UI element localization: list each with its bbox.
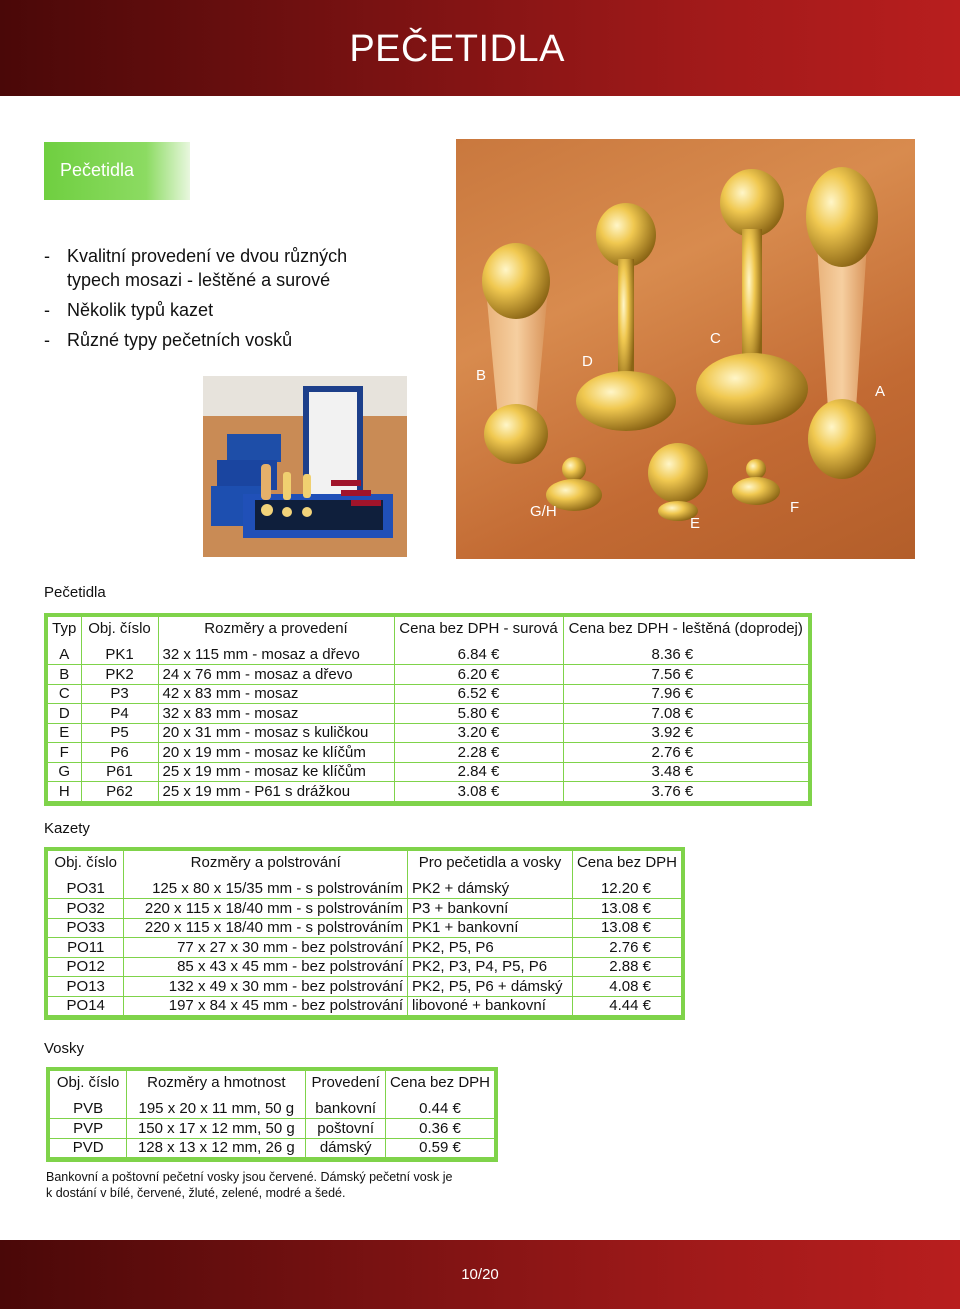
- table-row: PO11 77 x 27 x 30 mm - bez polstrování PK2, P5, P6 2.76 €: [48, 938, 681, 958]
- photo-label-c: C: [710, 330, 721, 347]
- col-header: Rozměry a polstrování: [124, 851, 408, 879]
- note-line: k dostání v bílé, červené, žluté, zelené, modré a šedé.: [46, 1186, 346, 1200]
- col-header: Cena bez DPH - leštěná (doprodej): [563, 617, 808, 645]
- note-line: Bankovní a poštovní pečetní vosky jsou červené. Dámský pečetní vosk je: [46, 1170, 453, 1184]
- photo-label-gh: G/H: [530, 503, 557, 520]
- col-header: Cena bez DPH - surová: [394, 617, 563, 645]
- feature-item: - Kvalitní provedení ve dvou různých typech mosazi - leštěné a surové: [44, 246, 348, 290]
- table-row: A PK1 32 x 115 mm - mosaz a dřevo 6.84 € 8.36 €: [48, 645, 808, 665]
- table-row: D P4 32 x 83 mm - mosaz 5.80 € 7.08 €: [48, 704, 808, 724]
- photo-label-b: B: [476, 367, 487, 384]
- section-tag: Pečetidla: [44, 142, 190, 200]
- page-header: [0, 0, 960, 96]
- table-row: PO31 125 x 80 x 15/35 mm - s polstrováním PK2 + dámský 12.20 €: [48, 879, 681, 899]
- section-label-kazety: Kazety: [44, 820, 90, 837]
- col-header: Provedení: [306, 1071, 386, 1099]
- table-header-row: [50, 1071, 494, 1099]
- col-header: Cena bez DPH: [385, 1071, 494, 1099]
- col-header: Pro pečetidla a vosky: [408, 851, 573, 879]
- page-title: PEČETIDLA: [349, 28, 565, 70]
- col-header: Rozměry a hmotnost: [127, 1071, 306, 1099]
- col-header: Typ: [52, 619, 77, 637]
- section-label-vosky: Vosky: [44, 1040, 85, 1057]
- col-header: Rozměry a provedení: [158, 617, 394, 645]
- feature-list: [44, 244, 374, 358]
- table-row: H P62 25 x 19 mm - P61 s drážkou 3.08 € 3.76 €: [48, 782, 808, 802]
- photo-label-a: A: [875, 383, 886, 400]
- table-row: PO12 85 x 43 x 45 mm - bez polstrování PK2, P3, P4, P5, P6 2.88 €: [48, 957, 681, 977]
- table-header-row: [48, 851, 681, 879]
- table-row: PO14 197 x 84 x 45 mm - bez polstrování libovoné + bankovní 4.44 €: [48, 996, 681, 1016]
- boxes-illustration: [203, 376, 407, 557]
- table-row: F P6 20 x 19 mm - mosaz ke klíčům 2.28 € 2.76 €: [48, 743, 808, 763]
- pecetidla-table: [44, 613, 812, 806]
- table-row: PVP 150 x 17 x 12 mm, 50 g poštovní 0.36 €: [50, 1119, 494, 1139]
- photo-label-d: D: [582, 353, 593, 370]
- feature-item: - Několik typů kazet: [44, 300, 214, 320]
- vosky-table: [46, 1067, 498, 1162]
- table-row: C P3 42 x 83 mm - mosaz 6.52 € 7.96 €: [48, 684, 808, 704]
- table-row: G P61 25 x 19 mm - mosaz ke klíčům 2.84 € 3.48 €: [48, 762, 808, 782]
- feature-item: - Různé typy pečetních vosků: [44, 330, 293, 350]
- kazety-table: [44, 847, 685, 1020]
- table-row: E P5 20 x 31 mm - mosaz s kuličkou 3.20 € 3.92 €: [48, 723, 808, 743]
- table-header-row: [48, 617, 808, 645]
- wax-note: [46, 1169, 452, 1201]
- col-header: Obj. číslo: [81, 617, 158, 645]
- photo-label-e: E: [690, 515, 701, 532]
- table-row: B PK2 24 x 76 mm - mosaz a dřevo 6.20 € 7.56 €: [48, 665, 808, 685]
- table-row: PO13 132 x 49 x 30 mm - bez polstrování PK2, P5, P6 + dámský 4.08 €: [48, 977, 681, 997]
- table-row: PVB 195 x 20 x 11 mm, 50 g bankovní 0.44 €: [50, 1099, 494, 1119]
- product-photo-boxes: [203, 376, 407, 557]
- table-row: PVD 128 x 13 x 12 mm, 26 g dámský 0.59 €: [50, 1138, 494, 1158]
- col-header: Obj. číslo: [54, 853, 117, 871]
- section-label-pecetidla: Pečetidla: [44, 584, 106, 601]
- page-number: 10/20: [461, 1266, 499, 1283]
- photo-label-f: F: [790, 499, 800, 516]
- col-header: Obj. číslo: [56, 1073, 120, 1091]
- col-header: Cena bez DPH: [572, 851, 681, 879]
- table-row: PO33 220 x 115 x 18/40 mm - s polstrováním PK1 + bankovní 13.08 €: [48, 918, 681, 938]
- product-photo-seals: [456, 139, 915, 559]
- table-row: PO32 220 x 115 x 18/40 mm - s polstrováním P3 + bankovní 13.08 €: [48, 899, 681, 919]
- seals-illustration: [456, 139, 915, 559]
